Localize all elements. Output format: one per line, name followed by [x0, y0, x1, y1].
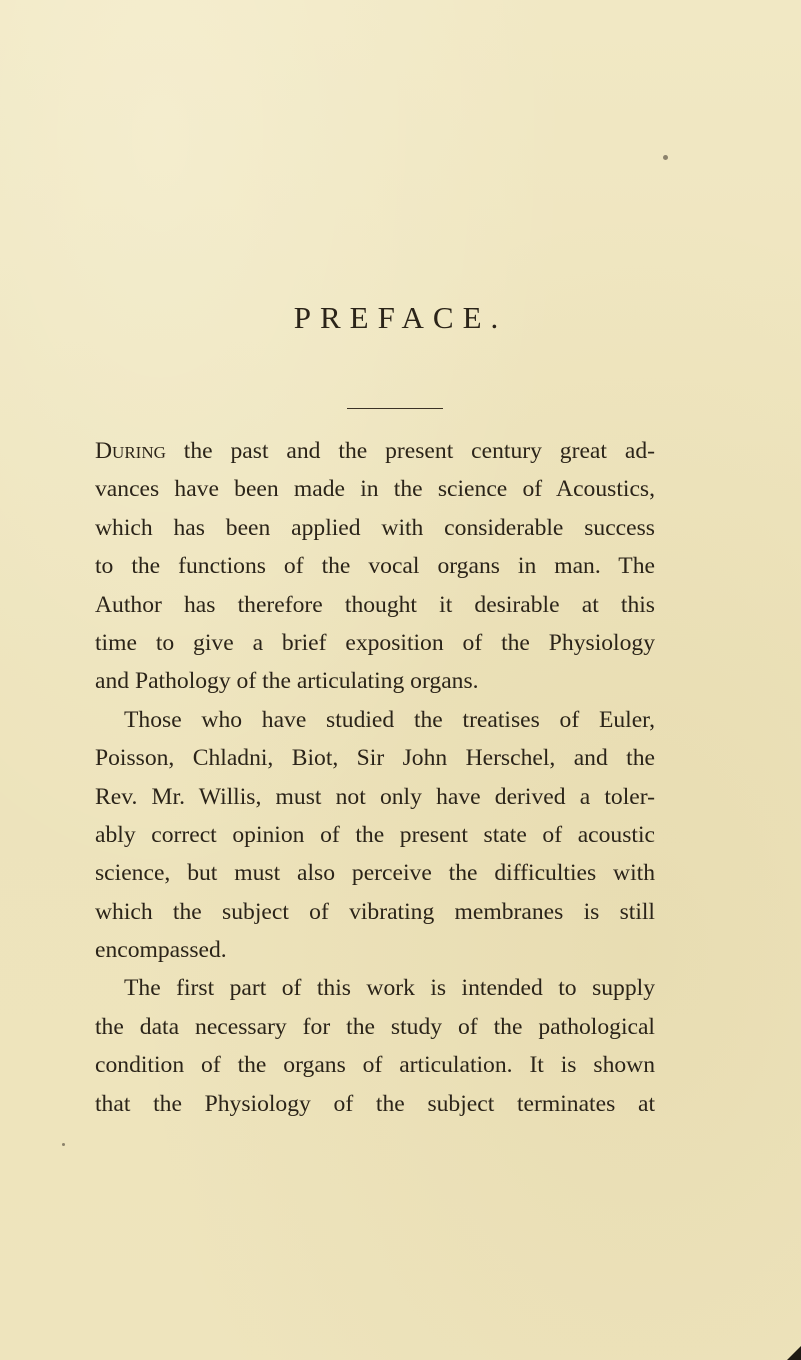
text-line: Those who have studied the treatises of Euler,: [124, 706, 655, 733]
drop-lead-word: During: [95, 438, 166, 464]
text-line: and Pathology of the articulating organs.: [95, 668, 479, 695]
text-line: vances have been made in the science of Acoustics,: [95, 476, 655, 503]
text-line: which the subject of vibrating membranes is still: [95, 898, 655, 925]
page-title: PREFACE.: [293, 300, 508, 335]
text-line: Author has therefore thought it desirable at this: [95, 591, 655, 618]
line-text: the past and the present century great ad-: [165, 438, 655, 464]
text-line: that the Physiology of the subject terminates at: [95, 1090, 655, 1117]
text-line: The first part of this work is intended to supply: [124, 975, 655, 1002]
text-line: which has been applied with considerable success: [95, 514, 655, 541]
text-line: science, but must also perceive the difficulties with: [95, 860, 655, 887]
text-line: Poisson, Chladni, Biot, Sir John Herschel, and the: [95, 745, 655, 772]
text-line: condition of the organs of articulation. It is shown: [95, 1052, 655, 1079]
page-corner: [787, 1346, 801, 1360]
text-line: ably correct opinion of the present state of acoustic: [95, 821, 655, 848]
text-line: time to give a brief exposition of the Physiology: [95, 629, 655, 656]
text-line: encompassed.: [95, 937, 227, 964]
paper-speck: [62, 1143, 65, 1146]
title-divider: [347, 408, 443, 409]
paper-speck: [663, 155, 668, 160]
text-line: Rev. Mr. Willis, must not only have derived a toler-: [95, 783, 655, 810]
text-line: [95, 432, 655, 470]
body-text: [95, 432, 655, 1123]
text-line: to the functions of the vocal organs in man. The: [95, 553, 655, 580]
text-line: the data necessary for the study of the pathological: [95, 1013, 655, 1040]
